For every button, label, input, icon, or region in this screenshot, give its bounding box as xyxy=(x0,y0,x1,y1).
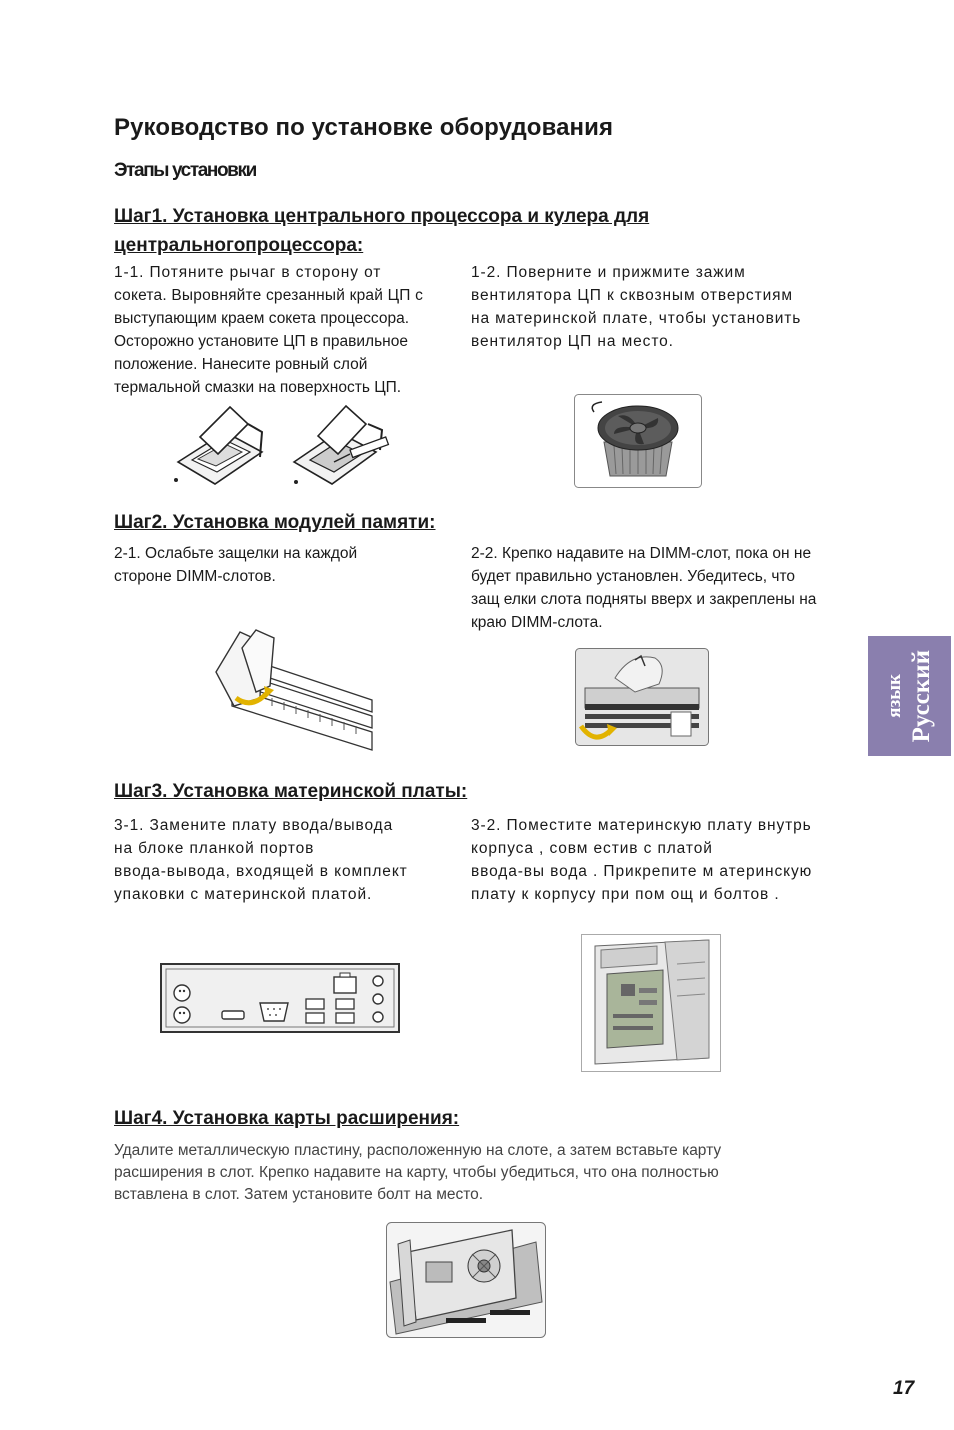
step2-right-line: 2-2. Крепко надавите на DIMM-слот, пока он не xyxy=(471,545,812,562)
io-shield-icon xyxy=(160,963,400,1033)
expansion-card-icon xyxy=(386,1222,546,1338)
cpu-thermal-paste-icon xyxy=(288,400,398,490)
side-tab-line1: Русский xyxy=(907,649,935,743)
step2-left-line: 2-1. Ослабьте защелки на каждой xyxy=(114,545,358,562)
page-title: Руководство по установке оборудования xyxy=(114,114,614,141)
step1-heading-line2: центральногопроцессора: xyxy=(114,235,364,256)
dimm-install-photo-icon xyxy=(575,648,709,746)
step2-left-line: стороне DIMM-слотов. xyxy=(114,568,276,585)
step3-left-text xyxy=(114,814,464,906)
page-number: 17 xyxy=(893,1378,915,1399)
step1-right-line: 1-2. Поверните и прижмите зажим xyxy=(471,264,746,281)
step1-left-line: Осторожно установите ЦП в правильное xyxy=(114,333,408,350)
step4-line: вставлена в слот. Затем установите болт на место. xyxy=(114,1186,484,1203)
step1-left-line: термальной смазки на поверхность ЦП. xyxy=(114,379,402,396)
step1-left-line: выступающим краем сокета процессора. xyxy=(114,310,410,327)
step3-right-text xyxy=(471,814,871,906)
step1-right-line: вентилятор ЦП на место. xyxy=(471,333,674,350)
step4-text xyxy=(114,1140,834,1206)
step2-right-line: защ елки слота подняты вверх и закреплены на xyxy=(471,591,817,608)
side-tab-line2: язык xyxy=(883,674,905,718)
step1-right-line: вентилятора ЦП к сквозным отверстиям xyxy=(471,287,793,304)
step1-right-text xyxy=(471,261,871,353)
step3-left-line: упаковки с материнской платой. xyxy=(114,886,373,903)
step3-right-line: корпуса , совм естив с платой xyxy=(471,840,713,857)
step1-heading-line1: Шаг1. Установка центрального процессора и кулера для xyxy=(114,206,650,227)
step1-left-text xyxy=(114,261,469,399)
step3-heading: Шаг3. Установка материнской платы: xyxy=(114,781,468,802)
section-subtitle: Этапы установки xyxy=(114,160,256,181)
dimm-latch-icon xyxy=(212,628,378,752)
step3-left-line: на блоке планкой портов xyxy=(114,840,315,857)
language-side-tab xyxy=(868,636,951,756)
step3-right-line: плату к корпусу при пом ощ и болтов . xyxy=(471,886,780,903)
step2-right-line: будет правильно установлен. Убедитесь, что xyxy=(471,568,796,585)
step3-right-line: 3-2. Поместите материнскую плату внутрь xyxy=(471,817,812,834)
pc-case-icon xyxy=(581,934,721,1072)
step1-heading xyxy=(114,202,649,260)
cpu-fan-icon xyxy=(574,394,702,488)
step2-right-line: краю DIMM-слота. xyxy=(471,614,603,631)
step1-left-line: положение. Нанесите ровный слой xyxy=(114,356,368,373)
step3-left-line: ввода-вывода, входящей в комплект xyxy=(114,863,408,880)
step2-right-text xyxy=(471,542,891,634)
step4-line: Удалите металлическую пластину, расположенную на слоте, а затем вставьте карту xyxy=(114,1142,722,1159)
step1-left-line: сокета. Выровняйте срезанный край ЦП с xyxy=(114,287,424,304)
step4-line: расширения в слот. Крепко надавите на карту, чтобы убедиться, что она полностью xyxy=(114,1164,719,1181)
cpu-socket-lever-icon xyxy=(170,402,270,490)
step3-right-line: ввода-вы вода . Прикрепите м атеринскую xyxy=(471,863,813,880)
step4-heading: Шаг4. Установка карты расширения: xyxy=(114,1108,460,1129)
step2-heading: Шаг2. Установка модулей памяти: xyxy=(114,512,436,533)
step3-left-line: 3-1. Замените плату ввода/вывода xyxy=(114,817,394,834)
step1-right-line: на материнской плате, чтобы установить xyxy=(471,310,802,327)
step2-left-text xyxy=(114,542,464,588)
step1-left-line: 1-1. Потяните рычаг в сторону от xyxy=(114,264,382,281)
